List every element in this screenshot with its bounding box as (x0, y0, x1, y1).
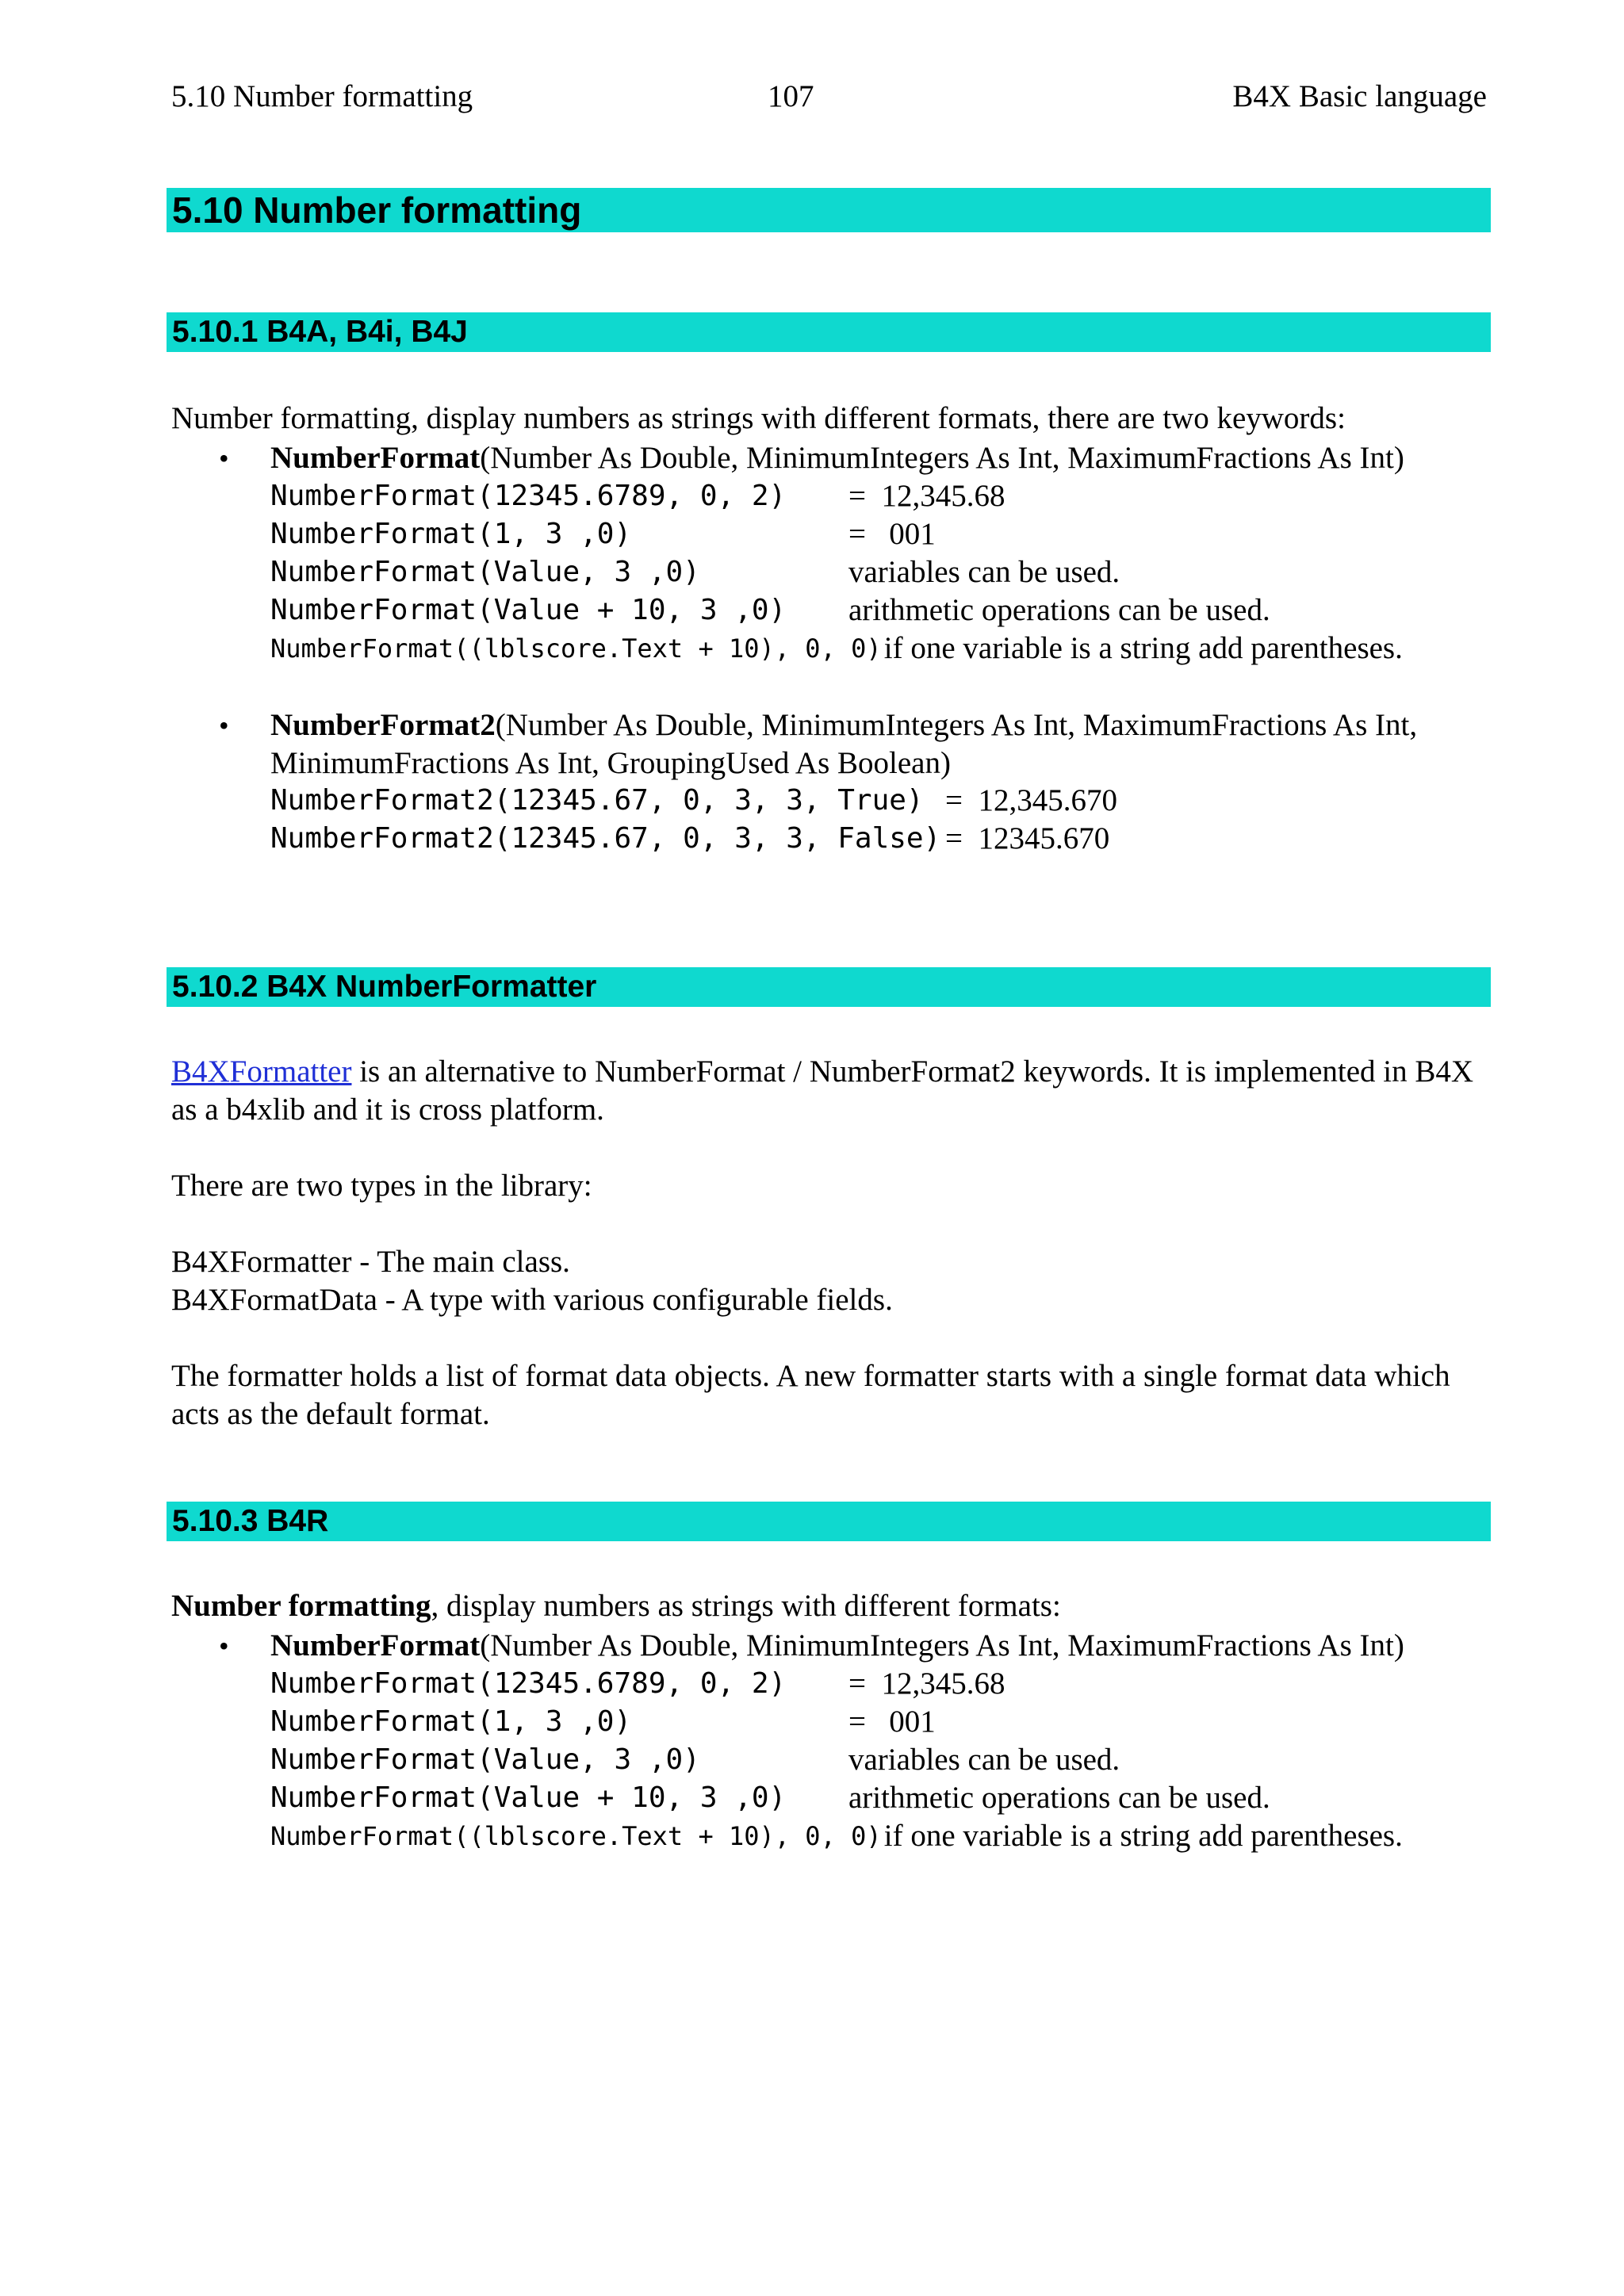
bullet: • (219, 1630, 229, 1662)
keyword-params: (Number As Double, MinimumIntegers As Int, MaximumFractions As Int, MinimumFractions As Int, GroupingUsed As Boolean) (270, 708, 1418, 780)
formatter-paragraph-text: is an alternative to NumberFormat / NumberFormat2 keywords. It is implemented in B4X as a b4xlib and it is cross platform. (171, 1054, 1474, 1127)
subsection-heading-b4a: 5.10.1 B4A, B4i, B4J (172, 315, 468, 349)
code-snippet: NumberFormat2(12345.67, 0, 3, 3, False) (270, 822, 941, 855)
code-snippet: NumberFormat2(12345.67, 0, 3, 3, True) (270, 784, 924, 817)
header-section-title: 5.10 Number formatting (171, 79, 473, 113)
code-result: if one variable is a string add parentheses. (876, 631, 1403, 665)
keyword-name: NumberFormat (270, 441, 481, 475)
subsection-heading-band-b4a (167, 312, 1491, 352)
numberformat2-signature (270, 706, 1507, 783)
code-example-line (270, 820, 1507, 858)
section-heading: 5.10 Number formatting (172, 189, 582, 231)
code-snippet: NumberFormat(Value, 3 ,0) (270, 556, 700, 588)
formatter-description: The formatter holds a list of format data objects. A new formatter starts with a single format data which acts as the default format. (171, 1359, 1450, 1431)
code-result: = 12345.670 (945, 821, 1110, 855)
bullet: • (219, 442, 229, 474)
keyword-params: (Number As Double, MinimumIntegers As Int, MaximumFractions As Int) (480, 1628, 1404, 1663)
code-example-line (270, 782, 1507, 820)
code-result: = 12,345.68 (848, 1667, 1005, 1701)
header-page-number: 107 (768, 79, 814, 113)
code-result: arithmetic operations can be used. (848, 1781, 1270, 1815)
code-result: variables can be used. (848, 1743, 1120, 1777)
code-example-line (270, 629, 1507, 668)
code-example-line (270, 1779, 1507, 1817)
code-example-line (270, 477, 1507, 515)
subsection-heading-band-formatter (167, 967, 1491, 1007)
keyword-params: (Number As Double, MinimumIntegers As Int, MaximumFractions As Int) (480, 441, 1404, 475)
code-result: = 001 (848, 517, 936, 551)
b4r-intro-paragraph (171, 1587, 1496, 1625)
code-snippet: NumberFormat(12345.6789, 0, 2) (270, 1667, 787, 1700)
b4r-intro-text: , display numbers as strings with different formats: (431, 1589, 1061, 1623)
bullet: • (219, 710, 229, 741)
subsection-heading-band-b4r (167, 1502, 1491, 1541)
code-snippet: NumberFormat(Value + 10, 3 ,0) (270, 1781, 787, 1814)
code-snippet: NumberFormat((lblscore.Text + 10), 0, 0) (270, 633, 882, 664)
intro-paragraph: Number formatting, display numbers as strings with different formats, there are two keywords: (171, 401, 1346, 435)
code-snippet: NumberFormat(12345.6789, 0, 2) (270, 480, 787, 512)
code-snippet: NumberFormat(Value + 10, 3 ,0) (270, 594, 787, 626)
code-result: = 001 (848, 1705, 936, 1739)
code-example-line (270, 1741, 1507, 1779)
b4r-intro-bold: Number formatting (171, 1589, 431, 1623)
keyword-name: NumberFormat (270, 1628, 481, 1663)
code-snippet: NumberFormat(1, 3 ,0) (270, 518, 632, 550)
code-example-line (270, 1817, 1507, 1855)
code-example-line (270, 553, 1507, 591)
code-example-line (270, 515, 1507, 553)
code-result: if one variable is a string add parentheses. (876, 1819, 1403, 1853)
code-result: arithmetic operations can be used. (848, 593, 1270, 627)
header-book-title: B4X Basic language (1232, 79, 1487, 113)
code-example-line (270, 591, 1507, 629)
type-formatdata-line: B4XFormatData - A type with various configurable fields. (171, 1283, 893, 1317)
keyword-name: NumberFormat2 (270, 708, 496, 742)
code-example-line (270, 1703, 1507, 1741)
b4r-numberformat-signature (270, 1627, 1404, 1665)
numberformat-signature (270, 439, 1404, 477)
b4xformatter-link[interactable]: B4XFormatter (171, 1054, 352, 1089)
types-paragraph: There are two types in the library: (171, 1169, 592, 1203)
subsection-heading-formatter: 5.10.2 B4X NumberFormatter (172, 970, 597, 1004)
code-result: = 12,345.670 (945, 783, 1117, 817)
code-example-line (270, 1665, 1507, 1703)
code-result: variables can be used. (848, 555, 1120, 589)
code-snippet: NumberFormat((lblscore.Text + 10), 0, 0) (270, 1821, 882, 1851)
section-heading-band (167, 188, 1491, 232)
type-formatter-line: B4XFormatter - The main class. (171, 1245, 570, 1279)
code-snippet: NumberFormat(1, 3 ,0) (270, 1705, 632, 1738)
code-result: = 12,345.68 (848, 479, 1005, 513)
formatter-paragraph (171, 1053, 1496, 1129)
subsection-heading-b4r: 5.10.3 B4R (172, 1504, 329, 1538)
code-snippet: NumberFormat(Value, 3 ,0) (270, 1743, 700, 1776)
